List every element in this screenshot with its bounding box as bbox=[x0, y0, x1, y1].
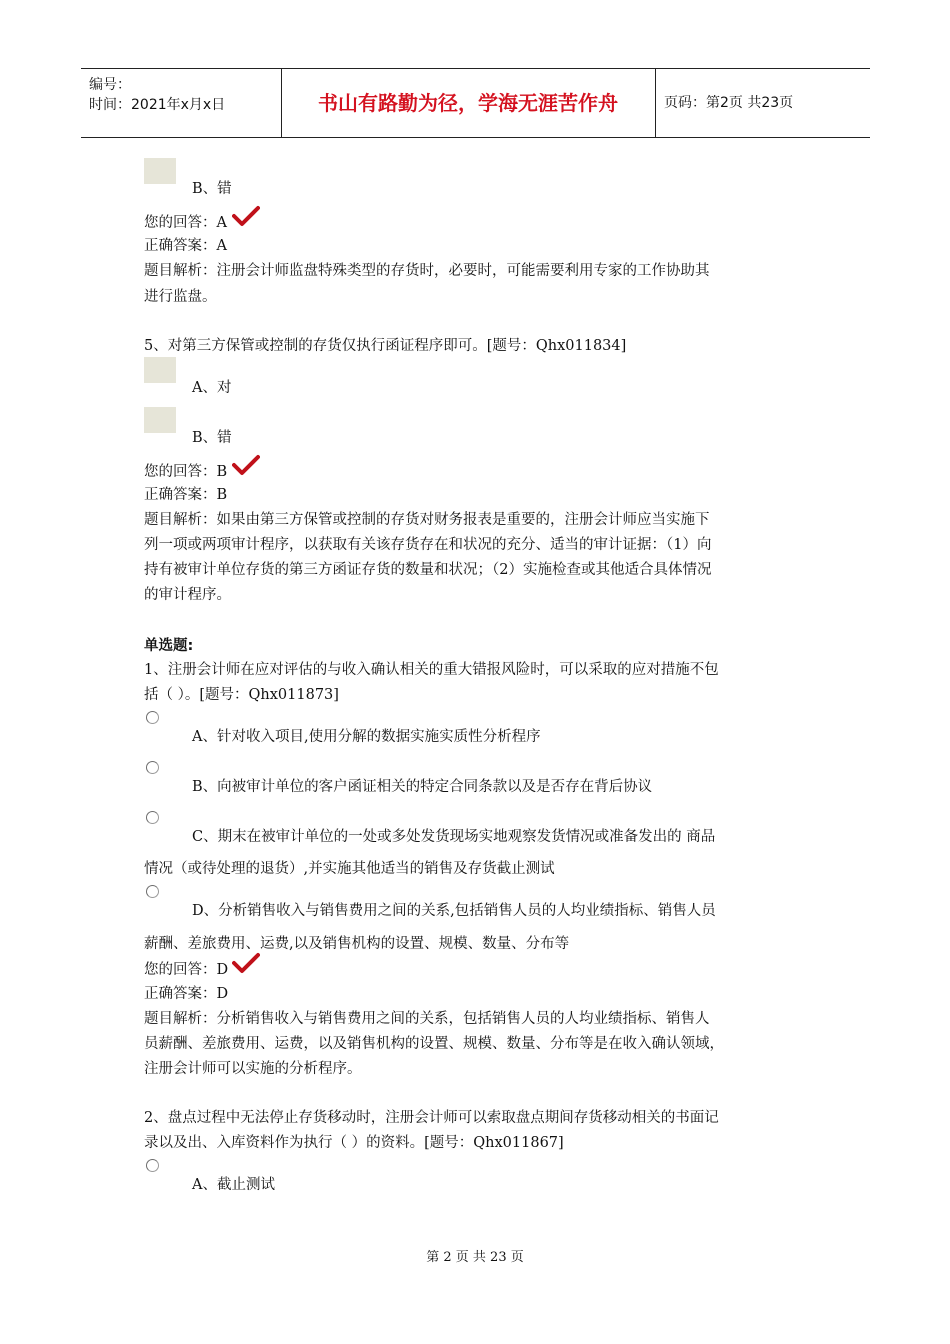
option-a-label: A、对 bbox=[192, 380, 232, 396]
option-c-radio[interactable] bbox=[146, 811, 159, 824]
section-title: 单选题: bbox=[144, 638, 194, 654]
option-a-label: A、针对收入项目,使用分解的数据实施实质性分析程序 bbox=[192, 729, 541, 745]
header-motto: 书山有路勤为径，学海无涯苦作舟 bbox=[318, 91, 618, 115]
page-header bbox=[81, 68, 870, 138]
option-d-label: D、分析销售收入与销售费用之间的关系,包括销售人员的人均业绩指标、销售人员 bbox=[192, 903, 716, 919]
analysis-line: 员薪酬、差旅费用、运费，以及销售机构的设置、规模、数量、分布等是在收入确认领域， bbox=[144, 1036, 724, 1052]
question-stem: 录以及出、入库资料作为执行（ ）的资料。[题号：Qhx011867] bbox=[144, 1135, 564, 1151]
correct-check-icon bbox=[232, 952, 260, 974]
question-stem: 2、盘点过程中无法停止存货移动时，注册会计师可以索取盘点期间存货移动相关的书面记 bbox=[144, 1110, 719, 1126]
option-a-label: A、截止测试 bbox=[192, 1177, 275, 1193]
option-b-selector[interactable] bbox=[144, 158, 176, 184]
header-meta bbox=[89, 75, 225, 115]
time-label: 时间：2021年x月x日 bbox=[89, 97, 226, 113]
analysis-line: 的审计程序。 bbox=[144, 587, 231, 603]
correct-answer: 正确答案：D bbox=[144, 986, 229, 1002]
page-footer: 第 2 页 共 23 页 bbox=[426, 1250, 524, 1265]
number-label: 编号： bbox=[89, 77, 131, 93]
option-a-selector[interactable] bbox=[144, 357, 176, 383]
option-b-label: B、错 bbox=[192, 181, 232, 197]
option-d-radio[interactable] bbox=[146, 885, 159, 898]
question-stem: 括（ ）。[题号：Qhx011873] bbox=[144, 687, 339, 703]
header-page-label: 页码：第2页 共23页 bbox=[664, 95, 794, 111]
analysis-line: 题目解析：分析销售收入与销售费用之间的关系，包括销售人员的人均业绩指标、销售人 bbox=[144, 1011, 710, 1027]
analysis-line: 持有被审计单位存货的第三方函证存货的数量和状况；（2）实施检查或其他适合具体情况 bbox=[144, 562, 712, 578]
question-stem: 1、注册会计师在应对评估的与收入确认相关的重大错报风险时，可以采取的应对措施不包 bbox=[144, 662, 719, 678]
correct-answer: 正确答案：B bbox=[144, 487, 228, 503]
your-answer: 您的回答：B bbox=[144, 464, 228, 480]
option-c-label: C、期末在被审计单位的一处或多处发货现场实地观察发货情况或准备发出的 商品 bbox=[192, 829, 716, 845]
analysis-line: 注册会计师可以实施的分析程序。 bbox=[144, 1061, 362, 1077]
analysis-line: 题目解析：如果由第三方保管或控制的存货对财务报表是重要的，注册会计师应当实施下 bbox=[144, 512, 710, 528]
correct-check-icon bbox=[232, 205, 260, 227]
option-b-label: B、错 bbox=[192, 430, 232, 446]
your-answer: 您的回答：D bbox=[144, 962, 229, 978]
option-c-label: 情况（或待处理的退货）,并实施其他适当的销售及存货截止测试 bbox=[144, 861, 555, 877]
your-answer: 您的回答：A bbox=[144, 215, 227, 231]
option-a-radio[interactable] bbox=[146, 1159, 159, 1172]
option-b-radio[interactable] bbox=[146, 761, 159, 774]
option-a-radio[interactable] bbox=[146, 711, 159, 724]
option-d-label: 薪酬、差旅费用、运费,以及销售机构的设置、规模、数量、分布等 bbox=[144, 936, 570, 952]
option-b-selector[interactable] bbox=[144, 407, 176, 433]
question-stem: 5、对第三方保管或控制的存货仅执行函证程序即可。[题号：Qhx011834] bbox=[144, 338, 627, 354]
correct-check-icon bbox=[232, 454, 260, 476]
correct-answer: 正确答案：A bbox=[144, 238, 227, 254]
analysis-line: 进行监盘。 bbox=[144, 289, 217, 305]
header-divider bbox=[655, 69, 656, 137]
analysis-line: 列一项或两项审计程序，以获取有关该存货存在和状况的充分、适当的审计证据：（1）向 bbox=[144, 537, 712, 553]
analysis-line: 题目解析：注册会计师监盘特殊类型的存货时，必要时，可能需要利用专家的工作协助其 bbox=[144, 263, 710, 279]
option-b-label: B、向被审计单位的客户函证相关的特定合同条款以及是否存在背后协议 bbox=[192, 779, 653, 795]
